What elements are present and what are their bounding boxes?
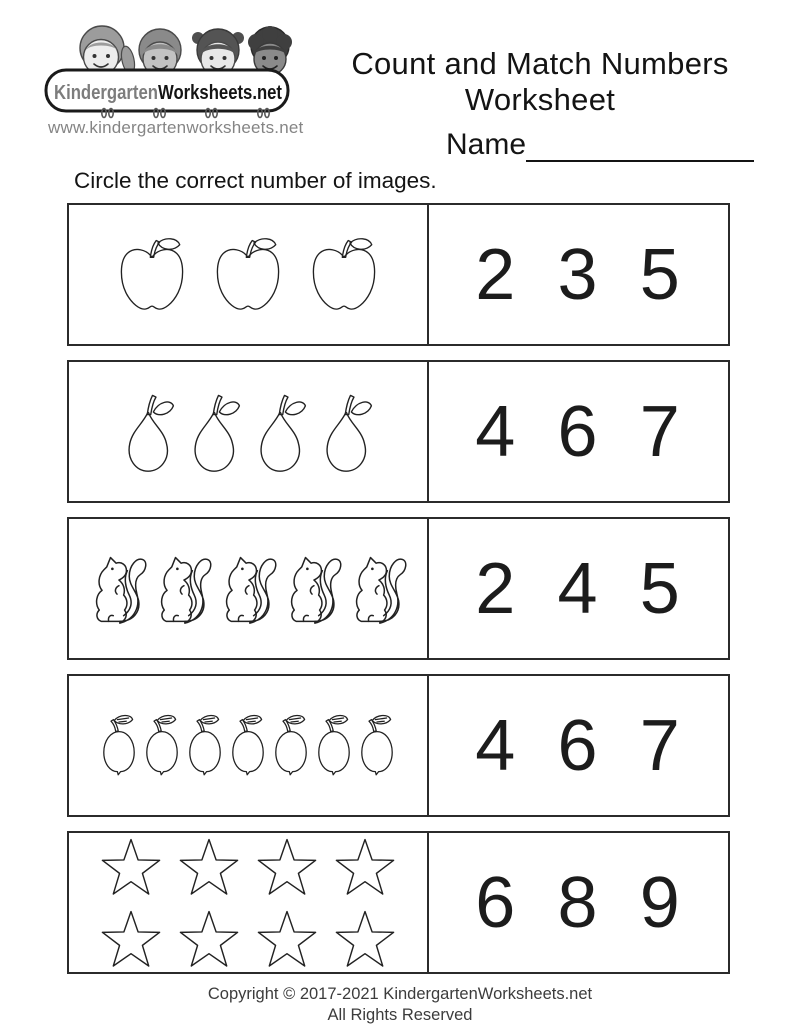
number-option-6[interactable]: 6 [475,862,518,943]
lemon-icon [185,713,225,779]
footer [0,984,800,1026]
lemon-icon [228,713,268,779]
name-line [446,128,754,162]
number-option-6[interactable]: 6 [557,391,600,472]
lemon-icon [357,713,397,779]
number-option-7[interactable]: 7 [639,391,682,472]
squirrel-icon [348,549,408,628]
apple-icon [115,232,189,318]
site-logo [42,10,292,120]
lemon-icon [142,713,182,779]
numbers-cell [429,205,728,344]
number-option-5[interactable]: 5 [639,548,682,629]
number-option-6[interactable]: 6 [557,705,600,786]
page-title: Count and Match Numbers Worksheet [351,46,729,117]
number-option-4[interactable]: 4 [557,548,600,629]
squirrel-icon [283,549,343,628]
star-icon [177,908,241,970]
numbers-cell [429,833,728,972]
number-option-5[interactable]: 5 [639,234,682,315]
squirrel-icon [218,549,278,628]
pear-icon [254,388,308,476]
kid-boy-curly-icon [248,26,292,75]
star-icon [99,908,163,970]
apple-icon [211,232,285,318]
worksheet-rows [67,203,730,988]
worksheet-row [67,517,730,660]
number-option-9[interactable]: 9 [639,862,682,943]
star-icon [255,908,319,970]
pear-icon [320,388,374,476]
number-option-2[interactable]: 2 [475,234,518,315]
images-cell [69,833,429,972]
number-option-7[interactable]: 7 [639,705,682,786]
copyright-line: Copyright © 2017-2021 KindergartenWorksheets.net [207,985,593,1003]
worksheet-row [67,831,730,974]
lemon-icon [99,713,139,779]
star-icon [333,908,397,970]
pear-icon [122,388,176,476]
images-cell [69,519,429,658]
star-icon [255,836,319,898]
images-cell [69,205,429,344]
name-blank-line[interactable] [526,132,754,162]
number-option-4[interactable]: 4 [475,705,518,786]
star-icon [333,836,397,898]
numbers-cell [429,362,728,501]
star-icon [177,836,241,898]
lemon-icon [271,713,311,779]
images-cell [69,362,429,501]
squirrel-icon [153,549,213,628]
logo-text-gray: Kindergarten [54,82,158,104]
rights-line: All Rights Reserved [327,1006,473,1024]
number-option-8[interactable]: 8 [557,862,600,943]
pear-icon [188,388,242,476]
numbers-cell [429,519,728,658]
number-option-4[interactable]: 4 [475,391,518,472]
instruction-text: Circle the correct number of images. [74,168,437,193]
images-cell [69,676,429,815]
logo-text-black: Worksheets.net [158,82,283,104]
worksheet-row [67,360,730,503]
lemon-icon [314,713,354,779]
numbers-cell [429,676,728,815]
site-url: www.kindergartenworksheets.net [48,118,304,137]
worksheet-row [67,674,730,817]
number-option-3[interactable]: 3 [557,234,600,315]
squirrel-icon [88,549,148,628]
kid-girl-ponytail-icon [80,26,137,75]
apple-icon [307,232,381,318]
name-label: Name [446,128,527,161]
number-option-2[interactable]: 2 [475,548,518,629]
worksheet-row [67,203,730,346]
star-icon [99,836,163,898]
